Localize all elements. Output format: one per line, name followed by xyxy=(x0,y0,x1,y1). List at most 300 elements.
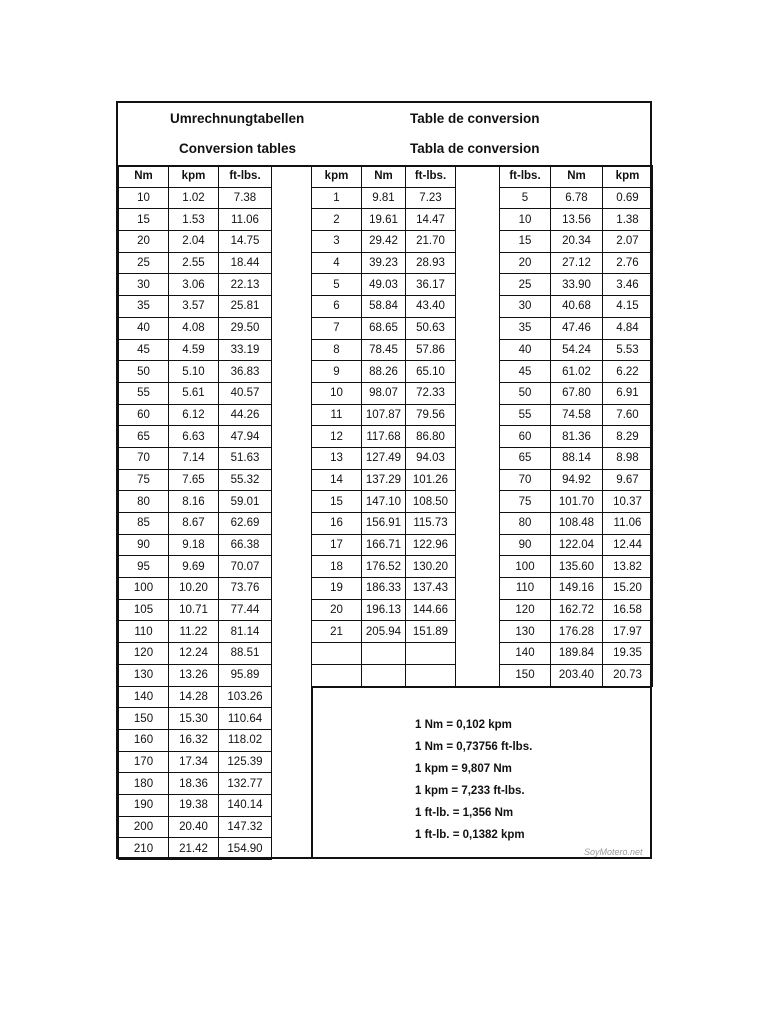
table-cell: 101.70 xyxy=(551,491,603,513)
table-row xyxy=(119,643,272,665)
table-cell: 1 xyxy=(312,187,362,209)
table-cell: 40 xyxy=(500,339,551,361)
table-cell: 29.50 xyxy=(219,317,272,339)
table-cell: 81.36 xyxy=(551,426,603,448)
table-cell: 95.89 xyxy=(219,664,272,686)
table-row xyxy=(500,187,653,209)
table-cell: 27.12 xyxy=(551,252,603,274)
table-cell: 186.33 xyxy=(362,578,406,600)
table-kpm-to-nm xyxy=(311,165,456,687)
table-row xyxy=(119,578,272,600)
table-row xyxy=(119,599,272,621)
table-cell: 66.38 xyxy=(219,534,272,556)
table-cell: 12.24 xyxy=(169,643,219,665)
table-cell: 2.55 xyxy=(169,252,219,274)
table-row xyxy=(119,209,272,231)
table-cell: 180 xyxy=(119,773,169,795)
table-row xyxy=(312,382,456,404)
col-header: kpm xyxy=(312,166,362,188)
table-row xyxy=(119,513,272,535)
table-row xyxy=(119,231,272,253)
table-cell: 25 xyxy=(119,252,169,274)
table-cell: 9 xyxy=(312,361,362,383)
table-cell: 29.42 xyxy=(362,231,406,253)
table-cell: 210 xyxy=(119,838,169,860)
table-cell: 9.69 xyxy=(169,556,219,578)
table-cell: 10.71 xyxy=(169,599,219,621)
table-cell: 108.48 xyxy=(551,513,603,535)
table-row xyxy=(312,339,456,361)
table-cell: 20 xyxy=(119,231,169,253)
table-cell: 94.92 xyxy=(551,469,603,491)
table-cell: 196.13 xyxy=(362,599,406,621)
table-row xyxy=(500,513,653,535)
table-row xyxy=(312,513,456,535)
table-row xyxy=(500,426,653,448)
table-cell: 140 xyxy=(119,686,169,708)
conversion-factor: 1 ft-lb. = 1,356 Nm xyxy=(415,807,514,819)
table-cell: 147.10 xyxy=(362,491,406,513)
table-cell: 14.47 xyxy=(406,209,456,231)
table-cell: 55 xyxy=(119,382,169,404)
table-cell: 12 xyxy=(312,426,362,448)
table-row xyxy=(312,404,456,426)
table-cell: 78.45 xyxy=(362,339,406,361)
table-cell xyxy=(362,643,406,665)
table-cell: 6.22 xyxy=(603,361,653,383)
table-cell: 3.57 xyxy=(169,296,219,318)
table-cell: 130 xyxy=(500,621,551,643)
table-cell: 2.04 xyxy=(169,231,219,253)
table-row xyxy=(119,686,272,708)
table-cell: 140 xyxy=(500,643,551,665)
table-nm-to-kpm xyxy=(118,165,272,860)
table-cell: 50 xyxy=(119,361,169,383)
table-cell: 110.64 xyxy=(219,708,272,730)
table-cell: 4 xyxy=(312,252,362,274)
table-cell: 50 xyxy=(500,382,551,404)
table-row xyxy=(119,816,272,838)
table-cell: 162.72 xyxy=(551,599,603,621)
table-row xyxy=(119,426,272,448)
table-cell: 110 xyxy=(500,578,551,600)
table-cell: 44.26 xyxy=(219,404,272,426)
table-cell: 49.03 xyxy=(362,274,406,296)
table-cell: 3 xyxy=(312,231,362,253)
table-cell: 120 xyxy=(500,599,551,621)
table-cell: 11.22 xyxy=(169,621,219,643)
table-cell: 65 xyxy=(500,447,551,469)
table-row xyxy=(500,361,653,383)
table-row xyxy=(312,317,456,339)
table-cell: 90 xyxy=(119,534,169,556)
table-cell: 22.13 xyxy=(219,274,272,296)
table-cell: 4.15 xyxy=(603,296,653,318)
table-cell: 6.12 xyxy=(169,404,219,426)
table-cell: 75 xyxy=(119,469,169,491)
table-cell: 20.73 xyxy=(603,664,653,686)
table-cell: 55 xyxy=(500,404,551,426)
table-cell: 61.02 xyxy=(551,361,603,383)
table-cell: 40.57 xyxy=(219,382,272,404)
table-cell: 39.23 xyxy=(362,252,406,274)
table-cell: 20.40 xyxy=(169,816,219,838)
watermark: SoyMotero.net xyxy=(584,847,643,857)
table-cell: 166.71 xyxy=(362,534,406,556)
table-row xyxy=(119,838,272,860)
table-cell: 150 xyxy=(500,664,551,686)
table-cell: 7.60 xyxy=(603,404,653,426)
table-row xyxy=(312,643,456,665)
table-cell: 80 xyxy=(119,491,169,513)
table-cell: 25 xyxy=(500,274,551,296)
table-cell: 21.42 xyxy=(169,838,219,860)
col-header: Nm xyxy=(362,166,406,188)
table-row xyxy=(312,556,456,578)
table-cell: 36.83 xyxy=(219,361,272,383)
table-cell: 15 xyxy=(500,231,551,253)
table-row xyxy=(119,708,272,730)
table-cell: 7.65 xyxy=(169,469,219,491)
table-cell: 47.94 xyxy=(219,426,272,448)
table-cell: 51.63 xyxy=(219,447,272,469)
table-row xyxy=(119,339,272,361)
col-header: ft-lbs. xyxy=(406,166,456,188)
table-row xyxy=(500,252,653,274)
table-cell: 14.28 xyxy=(169,686,219,708)
table-cell: 19.35 xyxy=(603,643,653,665)
table-cell: 154.90 xyxy=(219,838,272,860)
table-cell: 4.08 xyxy=(169,317,219,339)
table-row xyxy=(119,317,272,339)
table-cell xyxy=(406,643,456,665)
table-row xyxy=(312,491,456,513)
table-cell: 4.59 xyxy=(169,339,219,361)
col-header: kpm xyxy=(169,166,219,188)
conversion-factor: 1 Nm = 0,73756 ft-lbs. xyxy=(415,741,533,753)
table-row xyxy=(119,556,272,578)
table-cell: 17.97 xyxy=(603,621,653,643)
table-cell: 30 xyxy=(500,296,551,318)
col-header: ft-lbs. xyxy=(219,166,272,188)
table-cell: 117.68 xyxy=(362,426,406,448)
table-row xyxy=(119,621,272,643)
table-cell: 1.38 xyxy=(603,209,653,231)
table-cell: 74.58 xyxy=(551,404,603,426)
table-cell: 47.46 xyxy=(551,317,603,339)
table-cell: 16.32 xyxy=(169,729,219,751)
table-cell: 6.91 xyxy=(603,382,653,404)
table-cell: 151.89 xyxy=(406,621,456,643)
table-row xyxy=(119,187,272,209)
table-cell: 18 xyxy=(312,556,362,578)
table-cell: 132.77 xyxy=(219,773,272,795)
table-row xyxy=(312,534,456,556)
table-cell: 33.19 xyxy=(219,339,272,361)
title-english: Conversion tables xyxy=(179,141,297,156)
table-cell xyxy=(312,643,362,665)
table-row xyxy=(500,274,653,296)
col-header: ft-lbs. xyxy=(500,166,551,188)
table-cell: 67.80 xyxy=(551,382,603,404)
table-cell: 149.16 xyxy=(551,578,603,600)
table-cell: 18.36 xyxy=(169,773,219,795)
table-cell: 5 xyxy=(312,274,362,296)
conversion-factors-list xyxy=(415,714,532,846)
table-row xyxy=(119,491,272,513)
title-spanish: Tabla de conversion xyxy=(410,141,540,156)
table-cell: 98.07 xyxy=(362,382,406,404)
table-row xyxy=(312,296,456,318)
table-row xyxy=(119,469,272,491)
table-cell: 50.63 xyxy=(406,317,456,339)
table-cell: 122.96 xyxy=(406,534,456,556)
table-cell: 156.91 xyxy=(362,513,406,535)
table-row xyxy=(500,534,653,556)
table-cell: 135.60 xyxy=(551,556,603,578)
table-row xyxy=(119,794,272,816)
table-cell: 205.94 xyxy=(362,621,406,643)
table-cell: 160 xyxy=(119,729,169,751)
table-cell: 20 xyxy=(312,599,362,621)
table-row xyxy=(119,361,272,383)
table-cell: 103.26 xyxy=(219,686,272,708)
table-cell: 137.29 xyxy=(362,469,406,491)
table-cell: 77.44 xyxy=(219,599,272,621)
table-cell: 0.69 xyxy=(603,187,653,209)
table-row xyxy=(500,231,653,253)
table-cell: 17.34 xyxy=(169,751,219,773)
table-row xyxy=(312,426,456,448)
table-ftlbs-to-nm xyxy=(499,165,653,687)
table-cell: 35 xyxy=(119,296,169,318)
table-cell: 11.06 xyxy=(219,209,272,231)
table-cell: 21.70 xyxy=(406,231,456,253)
table-cell: 57.86 xyxy=(406,339,456,361)
table-cell: 110 xyxy=(119,621,169,643)
table-cell: 140.14 xyxy=(219,794,272,816)
table-cell: 147.32 xyxy=(219,816,272,838)
table-cell: 80 xyxy=(500,513,551,535)
table-cell: 10 xyxy=(119,187,169,209)
table-cell: 94.03 xyxy=(406,447,456,469)
table-cell: 108.50 xyxy=(406,491,456,513)
table-cell: 11 xyxy=(312,404,362,426)
table-row xyxy=(312,447,456,469)
table-cell: 189.84 xyxy=(551,643,603,665)
table-cell: 45 xyxy=(119,339,169,361)
table-cell: 36.17 xyxy=(406,274,456,296)
table-cell: 28.93 xyxy=(406,252,456,274)
table-row xyxy=(312,274,456,296)
table-row xyxy=(119,751,272,773)
table-cell: 5 xyxy=(500,187,551,209)
conversion-factor: 1 kpm = 9,807 Nm xyxy=(415,763,512,775)
table-row xyxy=(500,296,653,318)
table-cell: 8.98 xyxy=(603,447,653,469)
sheet-header xyxy=(118,103,650,167)
table-row xyxy=(500,209,653,231)
table-row xyxy=(500,469,653,491)
table-row xyxy=(119,296,272,318)
table-cell: 19.61 xyxy=(362,209,406,231)
table-row xyxy=(500,447,653,469)
table-cell: 107.87 xyxy=(362,404,406,426)
table-cell: 127.49 xyxy=(362,447,406,469)
table-cell: 13.56 xyxy=(551,209,603,231)
table-row xyxy=(500,621,653,643)
table-cell: 9.81 xyxy=(362,187,406,209)
table-row xyxy=(119,404,272,426)
table-cell: 10.37 xyxy=(603,491,653,513)
table-cell: 130.20 xyxy=(406,556,456,578)
table-cell: 45 xyxy=(500,361,551,383)
table-cell: 125.39 xyxy=(219,751,272,773)
table-cell: 60 xyxy=(500,426,551,448)
table-cell: 118.02 xyxy=(219,729,272,751)
table-cell: 21 xyxy=(312,621,362,643)
table-cell: 75 xyxy=(500,491,551,513)
table-cell: 65 xyxy=(119,426,169,448)
table-cell: 88.26 xyxy=(362,361,406,383)
table-cell: 70.07 xyxy=(219,556,272,578)
table-row xyxy=(500,578,653,600)
table-cell: 20.34 xyxy=(551,231,603,253)
table-cell: 30 xyxy=(119,274,169,296)
table-row xyxy=(312,599,456,621)
table-cell: 65.10 xyxy=(406,361,456,383)
table-cell: 60 xyxy=(119,404,169,426)
table-cell: 81.14 xyxy=(219,621,272,643)
table-cell: 6.78 xyxy=(551,187,603,209)
conversion-factor: 1 ft-lb. = 0,1382 kpm xyxy=(415,829,525,841)
table-cell: 8 xyxy=(312,339,362,361)
table-row xyxy=(312,252,456,274)
table-cell: 15.20 xyxy=(603,578,653,600)
table-cell: 9.18 xyxy=(169,534,219,556)
table-cell xyxy=(362,664,406,686)
table-cell: 7.38 xyxy=(219,187,272,209)
table-cell: 8.67 xyxy=(169,513,219,535)
table-cell: 14.75 xyxy=(219,231,272,253)
table-cell: 105 xyxy=(119,599,169,621)
table-row xyxy=(312,578,456,600)
table-cell: 90 xyxy=(500,534,551,556)
table-row xyxy=(312,187,456,209)
table-cell: 190 xyxy=(119,794,169,816)
table-cell: 88.51 xyxy=(219,643,272,665)
col-header: Nm xyxy=(119,166,169,188)
table-row xyxy=(119,252,272,274)
table-cell: 176.28 xyxy=(551,621,603,643)
table-cell: 1.02 xyxy=(169,187,219,209)
table-cell: 62.69 xyxy=(219,513,272,535)
table-cell: 6 xyxy=(312,296,362,318)
table-cell xyxy=(312,664,362,686)
table-cell: 11.06 xyxy=(603,513,653,535)
table-cell: 5.10 xyxy=(169,361,219,383)
table-cell: 1.53 xyxy=(169,209,219,231)
table-row xyxy=(500,317,653,339)
table-row xyxy=(119,382,272,404)
table-cell: 43.40 xyxy=(406,296,456,318)
table-cell: 25.81 xyxy=(219,296,272,318)
table-row xyxy=(119,664,272,686)
table-cell: 203.40 xyxy=(551,664,603,686)
table-row xyxy=(312,209,456,231)
table-cell: 8.16 xyxy=(169,491,219,513)
table-cell: 5.53 xyxy=(603,339,653,361)
table-cell: 20 xyxy=(500,252,551,274)
table-row xyxy=(500,404,653,426)
table-cell: 40.68 xyxy=(551,296,603,318)
table-cell: 10.20 xyxy=(169,578,219,600)
table-cell: 2.07 xyxy=(603,231,653,253)
table-cell: 13.82 xyxy=(603,556,653,578)
table-cell: 7.23 xyxy=(406,187,456,209)
table-cell: 13.26 xyxy=(169,664,219,686)
table-cell: 33.90 xyxy=(551,274,603,296)
table-cell: 2 xyxy=(312,209,362,231)
table-cell: 8.29 xyxy=(603,426,653,448)
table-row xyxy=(119,534,272,556)
table-cell: 40 xyxy=(119,317,169,339)
table-cell: 59.01 xyxy=(219,491,272,513)
title-german: Umrechnungtabellen xyxy=(170,111,305,126)
table-cell: 150 xyxy=(119,708,169,730)
table-cell: 144.66 xyxy=(406,599,456,621)
table-row xyxy=(500,599,653,621)
table-row xyxy=(312,231,456,253)
table-cell: 100 xyxy=(119,578,169,600)
table-cell: 17 xyxy=(312,534,362,556)
table-cell: 70 xyxy=(500,469,551,491)
table-cell: 7.14 xyxy=(169,447,219,469)
conversion-sheet xyxy=(116,101,652,859)
table-cell: 120 xyxy=(119,643,169,665)
table-cell xyxy=(406,664,456,686)
table-cell: 122.04 xyxy=(551,534,603,556)
table-cell: 88.14 xyxy=(551,447,603,469)
table-cell: 68.65 xyxy=(362,317,406,339)
table-cell: 13 xyxy=(312,447,362,469)
table-row xyxy=(500,339,653,361)
table-cell: 19.38 xyxy=(169,794,219,816)
table-row xyxy=(500,664,653,686)
table-cell: 3.46 xyxy=(603,274,653,296)
table-cell: 79.56 xyxy=(406,404,456,426)
table-row xyxy=(500,643,653,665)
table-row xyxy=(500,382,653,404)
table-cell: 19 xyxy=(312,578,362,600)
table-cell: 115.73 xyxy=(406,513,456,535)
table-row xyxy=(312,621,456,643)
table-cell: 15 xyxy=(119,209,169,231)
table-cell: 85 xyxy=(119,513,169,535)
table-cell: 10 xyxy=(312,382,362,404)
table-row xyxy=(312,664,456,686)
table-row xyxy=(312,469,456,491)
table-cell: 54.24 xyxy=(551,339,603,361)
table-cell: 5.61 xyxy=(169,382,219,404)
table-cell: 58.84 xyxy=(362,296,406,318)
table-cell: 18.44 xyxy=(219,252,272,274)
table-cell: 86.80 xyxy=(406,426,456,448)
col-header: Nm xyxy=(551,166,603,188)
table-row xyxy=(500,556,653,578)
title-french: Table de conversion xyxy=(410,111,540,126)
table-cell: 16 xyxy=(312,513,362,535)
